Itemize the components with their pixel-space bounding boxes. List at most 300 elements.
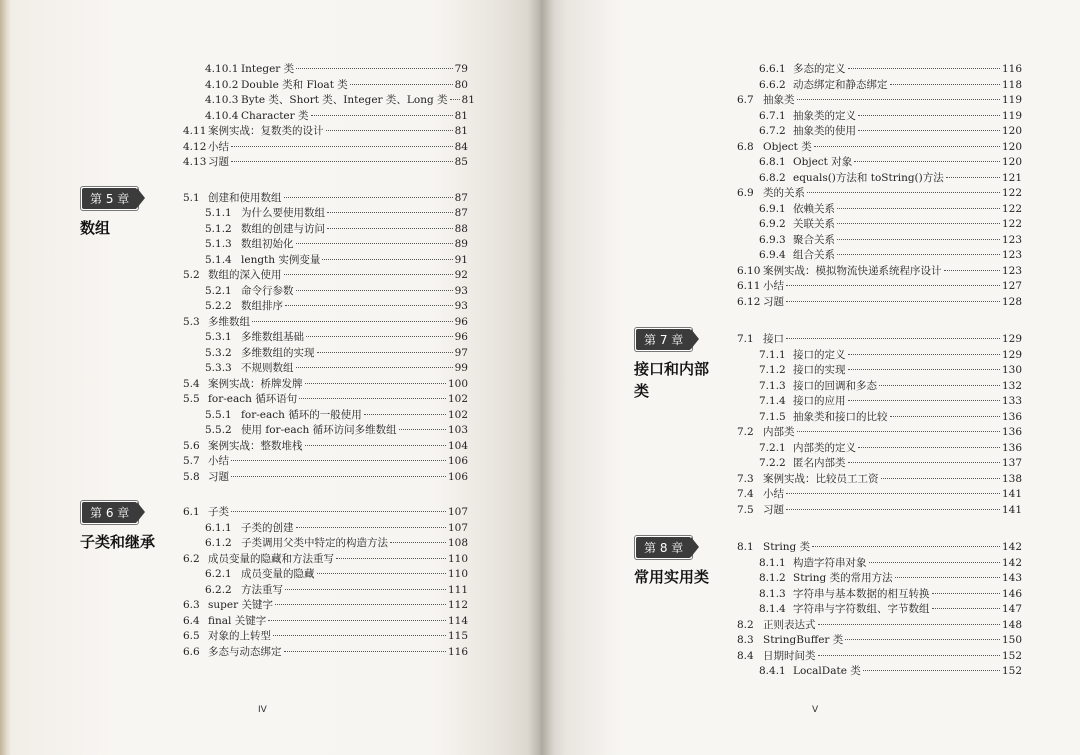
toc-entry-number: 6.11 [737, 280, 761, 292]
toc-leader-dots [317, 351, 453, 353]
toc-entry [759, 380, 1022, 393]
toc-leader-dots [786, 508, 1000, 510]
toc-entry-page: 93 [454, 300, 468, 312]
toc-leader-dots [858, 114, 1000, 116]
toc-entry-number: 5.2.1 [205, 284, 232, 297]
toc-entry-title: 子类调用父类中特定的构造方法 [241, 537, 388, 549]
toc-leader-dots [390, 541, 446, 543]
toc-entry-title: 动态绑定和静态绑定 [793, 78, 888, 91]
chapter-badge: 第 6 章 [82, 502, 137, 523]
toc-entry-page: 99 [454, 362, 468, 374]
toc-entry-title: 习题 [763, 295, 784, 308]
chapter-title: 数组 [80, 218, 111, 237]
toc-entry-page: 110 [447, 568, 468, 580]
toc-leader-dots [322, 258, 452, 260]
toc-entry-title: String 类 [763, 541, 811, 553]
toc-entry-number: 6.5 [183, 630, 200, 642]
toc-entry-page: 81 [454, 109, 468, 122]
toc-entry-title: for-each 循环语句 [208, 393, 298, 405]
toc-leader-dots [807, 191, 1000, 193]
toc-entry-number: 6.6.2 [759, 78, 786, 91]
toc-leader-dots [895, 576, 1000, 578]
toc-entry-number: 4.10.1 [205, 63, 239, 75]
toc-entry-number: 8.1.1 [759, 556, 786, 569]
toc-leader-dots [305, 382, 446, 384]
toc-entry-number: 5.5.1 [205, 408, 232, 421]
toc-entry-number: 6.7.1 [759, 109, 786, 122]
toc-entry-number: 6.6 [183, 645, 200, 658]
toc-entry-page: 79 [454, 63, 468, 75]
toc-entry-number: 6.9.1 [759, 202, 786, 215]
toc-leader-dots [317, 572, 446, 574]
toc-entry-number: 8.3 [737, 634, 754, 646]
toc-entry-number: 5.3 [183, 315, 200, 328]
toc-entry [737, 619, 1022, 632]
toc-entry [759, 218, 1022, 231]
toc-entry-title: final 关键字 [208, 614, 267, 627]
toc-leader-dots [268, 619, 446, 621]
toc-leader-dots [285, 304, 453, 306]
toc-entry [737, 634, 1022, 647]
toc-entry-number: 7.1.2 [759, 364, 786, 376]
toc-entry-number: 6.1 [183, 506, 200, 518]
toc-entry-title: 日期时间类 [763, 649, 816, 662]
toc-entry-page: 120 [1001, 156, 1022, 168]
toc-entry [183, 156, 468, 169]
toc-entry-title: 内部类的定义 [793, 441, 856, 454]
toc-entry [183, 599, 468, 612]
toc-entry-title: Object 类 [763, 140, 812, 153]
toc-leader-dots [296, 242, 453, 244]
toc-entry [183, 269, 468, 282]
toc-leader-dots [450, 98, 460, 100]
toc-entry-title: 习题 [763, 503, 784, 516]
toc-entry-number: 5.3.1 [205, 331, 232, 343]
toc-entry-number: 4.11 [183, 125, 207, 137]
toc-entry [759, 79, 1022, 92]
toc-entry-page: 96 [454, 315, 468, 328]
toc-leader-dots [837, 253, 1000, 255]
toc-leader-dots [797, 98, 1000, 100]
toc-entry-title: 匿名内部类 [793, 457, 846, 469]
toc-entry-title: 数组的深入使用 [208, 269, 282, 281]
toc-entry-title: 创建和使用数组 [208, 191, 282, 204]
toc-leader-dots [858, 446, 1000, 448]
toc-entry-title: 小结 [763, 280, 784, 292]
toc-leader-dots [364, 413, 446, 415]
toc-entry [759, 603, 1022, 616]
toc-leader-dots [284, 273, 453, 275]
toc-entry [759, 172, 1022, 185]
toc-entry [183, 316, 468, 329]
toc-entry-page: 136 [1001, 426, 1022, 438]
toc-entry-title: 案例实战：模拟物流快递系统程序设计 [763, 264, 942, 277]
toc-entry-page: 121 [1001, 171, 1022, 184]
toc-entry [759, 572, 1022, 585]
toc-entry [183, 455, 468, 468]
toc-leader-dots [854, 160, 1000, 162]
toc-entry-number: 5.1.1 [205, 207, 232, 219]
toc-entry-title: 子类 [208, 506, 229, 518]
toc-entry-number: 4.12 [183, 140, 207, 153]
toc-entry-page: 136 [1001, 410, 1022, 423]
chapter-badge-frame [634, 327, 693, 352]
toc-leader-dots [786, 492, 1000, 494]
toc-entry [759, 156, 1022, 169]
toc-entry-number: 6.1.2 [205, 537, 232, 549]
toc-entry [205, 537, 468, 550]
toc-entry-number: 5.1.4 [205, 253, 232, 266]
toc-entry-number: 7.3 [737, 472, 754, 485]
toc-leader-dots [848, 399, 1000, 401]
toc-entry-number: 6.8.2 [759, 171, 786, 184]
toc-entry [205, 94, 475, 107]
toc-leader-dots [863, 669, 1000, 671]
toc-leader-dots [296, 289, 453, 291]
toc-entry-title: Character 类 [241, 109, 309, 122]
toc-leader-dots [231, 510, 446, 512]
toc-entry-page: 85 [454, 156, 468, 168]
toc-entry-page: 107 [447, 506, 468, 518]
toc-entry [759, 395, 1022, 408]
toc-entry [205, 409, 468, 422]
toc-entry-page: 110 [447, 552, 468, 565]
toc-entry-page: 81 [461, 94, 475, 106]
toc-entry [759, 203, 1022, 216]
toc-entry [759, 110, 1022, 123]
toc-entry-number: 6.7 [737, 94, 754, 106]
toc-entry-page: 150 [1001, 634, 1022, 646]
toc-leader-dots [336, 557, 446, 559]
toc-entry-title: 接口的应用 [793, 395, 846, 407]
toc-leader-dots [881, 477, 1000, 479]
toc-entry-title: 案例实战：整数堆栈 [208, 439, 303, 452]
toc-entry-page: 120 [1001, 125, 1022, 137]
toc-leader-dots [326, 129, 453, 131]
toc-entry-title: 组合关系 [793, 249, 835, 261]
toc-entry-title: 案例实战：桥牌发牌 [208, 377, 303, 390]
toc-entry-number: 6.2.1 [205, 568, 232, 580]
toc-entry-title: 小结 [208, 455, 229, 467]
toc-entry-page: 128 [1001, 295, 1022, 308]
toc-entry-title: 命令行参数 [241, 284, 294, 297]
toc-entry [205, 300, 468, 313]
toc-entry-number: 4.10.4 [205, 109, 239, 122]
toc-leader-dots [890, 83, 1000, 85]
toc-leader-dots [273, 634, 446, 636]
toc-entry [759, 411, 1022, 424]
toc-entry-number: 6.8.1 [759, 156, 786, 168]
toc-entry-page: 88 [454, 222, 468, 235]
toc-entry-title: Object 对象 [793, 156, 853, 168]
toc-entry-title: length 实例变量 [241, 253, 321, 266]
toc-entry-title: 子类的创建 [241, 521, 294, 534]
toc-entry-page: 122 [1001, 218, 1022, 230]
toc-entry-title: 数组的创建与访问 [241, 222, 325, 235]
toc-entry-title: 多维数组的实现 [241, 346, 315, 359]
toc-entry [759, 442, 1022, 455]
toc-entry [737, 473, 1022, 486]
toc-entry [205, 207, 468, 220]
toc-entry-title: Integer 类 [241, 63, 295, 75]
toc-leader-dots [296, 67, 452, 69]
toc-entry [183, 141, 468, 154]
toc-entry-page: 81 [454, 125, 468, 137]
right-page [540, 0, 1080, 755]
chapter-badge: 第 8 章 [636, 537, 691, 558]
toc-entry-title: 聚合关系 [793, 233, 835, 246]
toc-entry-number: 5.6 [183, 439, 200, 452]
toc-entry-title: 多维数组 [208, 315, 250, 328]
toc-entry-page: 123 [1001, 249, 1022, 261]
toc-entry-number: 8.4.1 [759, 665, 786, 677]
toc-entry-number: 8.1 [737, 541, 754, 553]
toc-entry [205, 347, 468, 360]
toc-entry [759, 665, 1022, 678]
toc-entry-page: 129 [1001, 333, 1022, 345]
toc-leader-dots [786, 284, 1000, 286]
toc-entry-title: 内部类 [763, 426, 795, 438]
toc-leader-dots [837, 222, 1000, 224]
toc-entry-title: 为什么要使用数组 [241, 207, 325, 219]
toc-entry-number: 5.2.2 [205, 300, 232, 312]
toc-entry [205, 568, 468, 581]
toc-entry [737, 504, 1022, 517]
toc-entry [205, 424, 468, 437]
toc-entry-page: 96 [454, 331, 468, 343]
toc-entry-page: 104 [447, 439, 468, 452]
toc-leader-dots [299, 397, 446, 399]
toc-entry-title: 接口的实现 [793, 364, 846, 376]
toc-entry-page: 152 [1001, 649, 1022, 662]
toc-entry-page: 118 [1001, 78, 1022, 91]
toc-entry-page: 102 [447, 408, 468, 421]
toc-entry [205, 362, 468, 375]
toc-entry [183, 646, 468, 659]
toc-entry-title: LocalDate 类 [793, 665, 861, 677]
toc-leader-dots [305, 444, 446, 446]
chapter-heading [634, 535, 714, 588]
toc-entry-number: 7.1.3 [759, 379, 786, 392]
toc-entry [205, 79, 468, 92]
toc-entry-title: 类的关系 [763, 187, 805, 199]
toc-entry-number: 8.1.4 [759, 603, 786, 615]
toc-entry-title: 接口 [763, 333, 784, 345]
toc-entry-number: 6.3 [183, 599, 200, 611]
toc-entry-number: 8.1.3 [759, 587, 786, 600]
toc-leader-dots [946, 176, 1000, 178]
toc-entry-page: 136 [1001, 441, 1022, 454]
toc-entry-number: 6.4 [183, 614, 200, 627]
toc-leader-dots [858, 129, 1000, 131]
toc-entry [205, 223, 468, 236]
toc-entry-title: 方法重写 [241, 583, 283, 596]
toc-entry [183, 630, 468, 643]
toc-entry-title: 抽象类和接口的比较 [793, 410, 888, 423]
toc-entry-number: 7.5 [737, 503, 754, 516]
toc-entry-title: 抽象类的定义 [793, 109, 856, 122]
toc-entry-number: 6.12 [737, 295, 761, 308]
chapter-heading [634, 327, 714, 402]
toc-entry-title: 关联关系 [793, 218, 835, 230]
toc-entry [205, 584, 468, 597]
toc-entry-number: 8.4 [737, 649, 754, 662]
toc-entry-page: 142 [1001, 556, 1022, 569]
toc-entry [737, 426, 1022, 439]
toc-leader-dots [350, 83, 453, 85]
toc-entry-title: 成员变量的隐藏和方法重写 [208, 552, 334, 565]
toc-entry-page: 132 [1001, 379, 1022, 392]
toc-leader-dots [797, 430, 1000, 432]
toc-entry-page: 115 [447, 630, 468, 642]
right-page-folio: V [812, 705, 819, 715]
toc-entry-page: 152 [1001, 665, 1022, 677]
toc-entry-number: 8.2 [737, 618, 754, 631]
chapter-title: 接口和内部类 [634, 360, 710, 400]
toc-entry-title: 数组排序 [241, 300, 283, 312]
toc-entry-page: 129 [1001, 348, 1022, 361]
toc-entry [759, 63, 1022, 76]
toc-entry-page: 119 [1001, 94, 1022, 106]
toc-entry-page: 148 [1001, 618, 1022, 631]
toc-leader-dots [311, 114, 453, 116]
toc-entry-number: 7.1.4 [759, 395, 786, 407]
toc-entry-page: 114 [447, 614, 468, 627]
toc-leader-dots [848, 353, 1000, 355]
toc-entry-title: StringBuffer 类 [763, 634, 844, 646]
toc-leader-dots [284, 650, 446, 652]
toc-entry [759, 349, 1022, 362]
toc-entry-number: 6.6.1 [759, 63, 786, 75]
toc-entry-page: 93 [454, 284, 468, 297]
toc-entry-number: 6.9.4 [759, 249, 786, 261]
toc-entry-page: 108 [447, 537, 468, 549]
toc-entry [183, 506, 468, 519]
toc-leader-dots [306, 335, 453, 337]
toc-entry-page: 80 [454, 78, 468, 91]
toc-entry [205, 254, 468, 267]
toc-entry-title: 习题 [208, 470, 229, 483]
toc-entry-title: 小结 [208, 140, 229, 153]
left-page [10, 0, 540, 755]
toc-entry-title: 数组初始化 [241, 238, 294, 250]
toc-leader-dots [932, 607, 1000, 609]
toc-entry-number: 7.1 [737, 333, 754, 345]
toc-entry [759, 588, 1022, 601]
toc-entry-number: 6.1.1 [205, 521, 232, 534]
toc-entry-title: 抽象类的使用 [793, 125, 856, 137]
toc-leader-dots [285, 588, 446, 590]
chapter-badge-frame [80, 500, 139, 525]
toc-entry-page: 87 [454, 191, 468, 204]
toc-leader-dots [818, 654, 1000, 656]
toc-entry-number: 5.3.3 [205, 362, 232, 374]
toc-entry [737, 650, 1022, 663]
toc-entry [737, 488, 1022, 501]
toc-leader-dots [869, 561, 1000, 563]
toc-entry-page: 147 [1001, 603, 1022, 615]
toc-entry-page: 122 [1001, 202, 1022, 215]
toc-entry-title: 习题 [208, 156, 229, 168]
toc-entry-number: 6.7.2 [759, 125, 786, 137]
toc-entry-page: 91 [454, 253, 468, 266]
toc-leader-dots [296, 366, 453, 368]
toc-entry [205, 110, 468, 123]
toc-entry-page: 100 [447, 377, 468, 390]
toc-leader-dots [837, 238, 1000, 240]
toc-entry-page: 123 [1001, 264, 1022, 277]
toc-entry [737, 141, 1022, 154]
toc-entry-title: 字符串与字符数组、字节数组 [793, 603, 930, 615]
toc-entry [759, 234, 1022, 247]
toc-entry-page: 130 [1001, 364, 1022, 376]
toc-entry-number: 4.10.3 [205, 94, 239, 106]
toc-entry-number: 7.1.1 [759, 348, 786, 361]
toc-entry-title: 不规则数组 [241, 362, 294, 374]
toc-entry-number: 5.1 [183, 191, 200, 204]
toc-entry [183, 378, 468, 391]
chapter-title: 子类和继承 [80, 533, 156, 551]
toc-entry-title: String 类的常用方法 [793, 572, 893, 584]
toc-entry-title: 构造字符串对象 [793, 556, 867, 569]
toc-entry-page: 137 [1001, 457, 1022, 469]
toc-entry [183, 192, 468, 205]
toc-entry-number: 4.13 [183, 156, 207, 168]
toc-entry-number: 7.2.1 [759, 441, 786, 454]
toc-entry-title: 多态与动态绑定 [208, 645, 282, 658]
toc-entry-page: 119 [1001, 109, 1022, 122]
toc-entry-number: 5.7 [183, 455, 200, 467]
chapter-badge-frame [634, 535, 693, 560]
toc-entry-title: 接口的回调和多态 [793, 379, 877, 392]
toc-entry-number: 6.9.3 [759, 233, 786, 246]
toc-leader-dots [231, 459, 446, 461]
toc-entry-page: 87 [454, 207, 468, 219]
toc-leader-dots [327, 227, 453, 229]
toc-entry-number: 5.1.2 [205, 222, 232, 235]
toc-entry-page: 97 [454, 346, 468, 359]
toc-entry [205, 522, 468, 535]
toc-entry-page: 122 [1001, 187, 1022, 199]
toc-entry [183, 125, 468, 138]
toc-entry [737, 541, 1022, 554]
toc-entry-number: 7.2 [737, 426, 754, 438]
toc-entry-page: 111 [447, 583, 468, 596]
toc-entry-number: 7.4 [737, 488, 754, 500]
toc-entry-title: 依赖关系 [793, 202, 835, 215]
toc-entry-page: 92 [454, 269, 468, 281]
toc-entry-number: 7.1.5 [759, 410, 786, 423]
toc-leader-dots [848, 461, 1000, 463]
toc-entry-number: 5.4 [183, 377, 200, 390]
toc-entry [183, 553, 468, 566]
toc-entry-number: 6.9.2 [759, 218, 786, 230]
chapter-heading [80, 500, 180, 553]
toc-entry-page: 102 [447, 393, 468, 405]
toc-leader-dots [944, 269, 1000, 271]
toc-entry-title: for-each 循环的一般使用 [241, 408, 362, 421]
toc-leader-dots [812, 545, 1000, 547]
toc-leader-dots [848, 368, 1000, 370]
toc-leader-dots [932, 592, 1000, 594]
toc-entry-title: 案例实战：比较员工工资 [763, 472, 879, 485]
toc-entry-number: 5.2 [183, 269, 200, 281]
toc-entry [737, 187, 1022, 200]
chapter-badge: 第 5 章 [82, 188, 137, 209]
toc-entry-title: 成员变量的隐藏 [241, 568, 315, 580]
toc-entry-title: 小结 [763, 488, 784, 500]
chapter-badge-frame [80, 186, 139, 211]
